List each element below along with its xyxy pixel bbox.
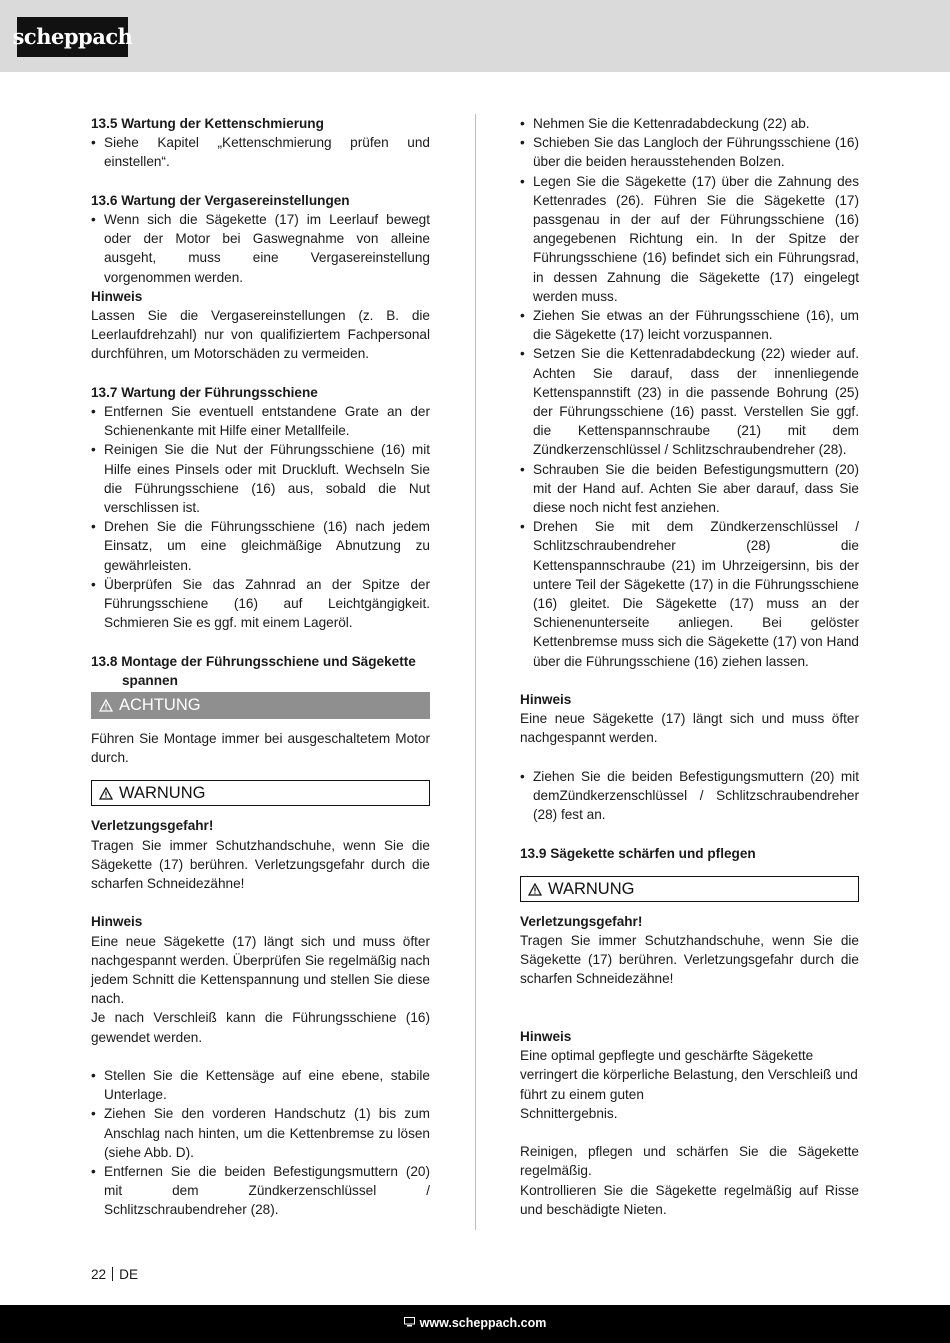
warnung-text: Tragen Sie immer Schutzhandschuhe, wenn Sie die Sägekette (17) berühren. Verletzungsgefahr durch die scharfen Schneidezähne! <box>91 837 430 892</box>
care-text: Kontrollieren Sie die Sägekette regelmäßig auf Risse und beschädigte Nieten. <box>520 1182 859 1217</box>
list-item: • Legen Sie die Sägekette (17) über die Zahnung des Kettenrades (26). Führen Sie die Sägekette (17) passgenau in der auf der Führungsschiene (16) angegebenen Richtung ein. In der Spitze der Führungsschiene (16) befindet sich ein Führungsrad, in dessen Zahnung die Sägekette (17) eingelegt werden muss. <box>520 172 859 306</box>
section-13-8-title: 13.8 Montage der Führungsschiene und Sägekette spannen <box>91 653 416 688</box>
list-item: • Schieben Sie das Langloch der Führungsschiene (16) über die beiden herausstehenden Bolzen. <box>520 133 859 171</box>
list-item: • Ziehen Sie die beiden Befestigungsmuttern (20) mit demZündkerzenschlüssel / Schlitzschraubendreher (28) fest an. <box>520 767 859 825</box>
page-number <box>91 1265 138 1284</box>
hinweis-text: Eine optimal gepflegte und geschärfte Sägekette verringert die körperliche Belastung, den Verschleiß und führt zu einem guten <box>520 1048 858 1102</box>
warnung-heading: Verletzungsgefahr! <box>520 913 643 929</box>
list-item: • Entfernen Sie eventuell entstandene Grate an der Schienenkante mit Hilfe einer Metallfeile. <box>91 402 430 440</box>
hinweis-text: Eine neue Sägekette (17) längt sich und muss öfter nachgespannt werden. <box>520 711 859 746</box>
list-item: • Drehen Sie die Führungsschiene (16) nach jedem Einsatz, um eine gleichmäßige Abnutzung zu gewährleisten. <box>91 517 430 575</box>
hinweis-text: Lassen Sie die Vergasereinstellungen (z. B. die Leerlaufdrehzahl) nur von qualifiziertem Fachpersonal durchführen, um Motorschäden zu vermeiden. <box>91 308 430 362</box>
care-text: Reinigen, pflegen und schärfen Sie die Sägekette regelmäßig. <box>520 1144 859 1179</box>
hinweis-heading: Hinweis <box>91 914 143 930</box>
section-13-5-title: 13.5 Wartung der Kettenschmierung <box>91 116 324 131</box>
hinweis-text: Schnittergebnis. <box>520 1105 618 1121</box>
column-divider <box>475 114 476 1230</box>
list-item: • Entfernen Sie die beiden Befestigungsmuttern (20) mit dem Zündkerzenschlüssel / Schlitzschraubendreher (28). <box>91 1162 430 1220</box>
list-item: • Überprüfen Sie das Zahnrad an der Spitze der Führungsschiene (16) auf Leichtgängigkeit. Schmieren Sie es ggf. mit einem Lageröl. <box>91 575 430 633</box>
language-code: DE <box>119 1267 139 1282</box>
achtung-text: Führen Sie Montage immer bei ausgeschaltetem Motor durch. <box>91 731 430 766</box>
warnung-label: WARNUNG <box>119 784 206 803</box>
list-item: • Stellen Sie die Kettensäge auf eine ebene, stabile Unterlage. <box>91 1066 430 1104</box>
achtung-box <box>91 692 430 719</box>
website-link[interactable]: www.scheppach.com <box>419 1316 547 1331</box>
hinweis-heading: Hinweis <box>520 692 572 708</box>
warnung-heading: Verletzungsgefahr! <box>91 818 214 834</box>
warnung-text: Tragen Sie immer Schutzhandschuhe, wenn Sie die Sägekette (17) berühren. Verletzungsgefahr durch die scharfen Schneidezähne! <box>520 933 859 987</box>
footer-bar <box>0 1305 950 1343</box>
logo-text: scheppach <box>12 24 133 50</box>
hinweis-text: Je nach Verschleiß kann die Führungsschiene (16) gewendet werden. <box>91 1010 430 1045</box>
list-item: • Setzen Sie die Kettenradabdeckung (22) wieder auf. Achten Sie darauf, dass der innenliegende Kettenspannstift (23) in die passende Bohrung (25) der Führungsschiene (16) passt. Verstellen Sie ggf. die Kettenspannschraube (21) mit dem Zündkerzenschlüssel / Schlitzschraubendreher (28). <box>520 344 859 459</box>
warnung-label: WARNUNG <box>548 879 635 898</box>
header-bar <box>0 0 950 72</box>
list-item: • Ziehen Sie den vorderen Handschutz (1) bis zum Anschlag nach hinten, um die Kettenbremse zu lösen (siehe Abb. D). <box>91 1104 430 1162</box>
monitor-icon <box>404 1314 415 1333</box>
left-column <box>91 114 430 1220</box>
list-item: • Nehmen Sie die Kettenradabdeckung (22) ab. <box>520 114 859 133</box>
list-item: • Wenn sich die Sägekette (17) im Leerlauf bewegt oder der Motor bei Gaswegnahme von alleine ausgeht, muss eine Vergasereinstellung vorgenommen werden. <box>91 210 430 287</box>
list-item: • Schrauben Sie die beiden Befestigungsmuttern (20) mit der Hand auf. Achten Sie aber darauf, dass Sie diese noch nicht fest anziehen. <box>520 460 859 518</box>
warning-triangle-icon <box>99 787 113 800</box>
brand-logo[interactable] <box>12 17 133 57</box>
right-column <box>520 114 859 1219</box>
section-13-6-title: 13.6 Wartung der Vergasereinstellungen <box>91 192 350 208</box>
section-13-7-title: 13.7 Wartung der Führungsschiene <box>91 384 318 400</box>
hinweis-heading: Hinweis <box>91 288 143 304</box>
list-item: • Reinigen Sie die Nut der Führungsschiene (16) mit Hilfe eines Pinsels oder mit Druckluft. Wechseln Sie die Führungsschiene (16) aus, sobald die Nut verschlissen ist. <box>91 440 430 517</box>
achtung-label: ACHTUNG <box>119 696 201 715</box>
warnung-box <box>520 876 859 902</box>
hinweis-heading: Hinweis <box>520 1029 572 1045</box>
warning-triangle-icon <box>528 883 542 896</box>
list-item: • Ziehen Sie etwas an der Führungsschiene (16), um die Sägekette (17) leicht vorzuspannen. <box>520 306 859 344</box>
section-13-9-title: 13.9 Sägekette schärfen und pflegen <box>520 845 756 861</box>
warnung-box <box>91 780 430 806</box>
list-item: • Siehe Kapitel „Kettenschmierung prüfen und einstellen“. <box>91 133 430 171</box>
hinweis-text: Eine neue Sägekette (17) längt sich und muss öfter nachgespannt werden. Überprüfen Sie regelmäßig nach jedem Schnitt die Kettenspannung und stellen Sie diese nach. <box>91 933 430 1007</box>
warning-triangle-icon <box>99 699 113 712</box>
list-item: • Drehen Sie mit dem Zündkerzenschlüssel / Schlitzschraubendreher (28) die Kettenspannschraube (21) im Uhrzeigersinn, bis der untere Teil der Sägekette (17) in die Führungsschiene (16) gleitet. Die Sägekette (17) muss an der Schienenunterseite anliegen. Bei gelöster Kettenbremse muss sich die Sägekette (17) von Hand über die Führungsschiene (16) ziehen lassen. <box>520 517 859 671</box>
page-number-value: 22 <box>91 1267 107 1282</box>
